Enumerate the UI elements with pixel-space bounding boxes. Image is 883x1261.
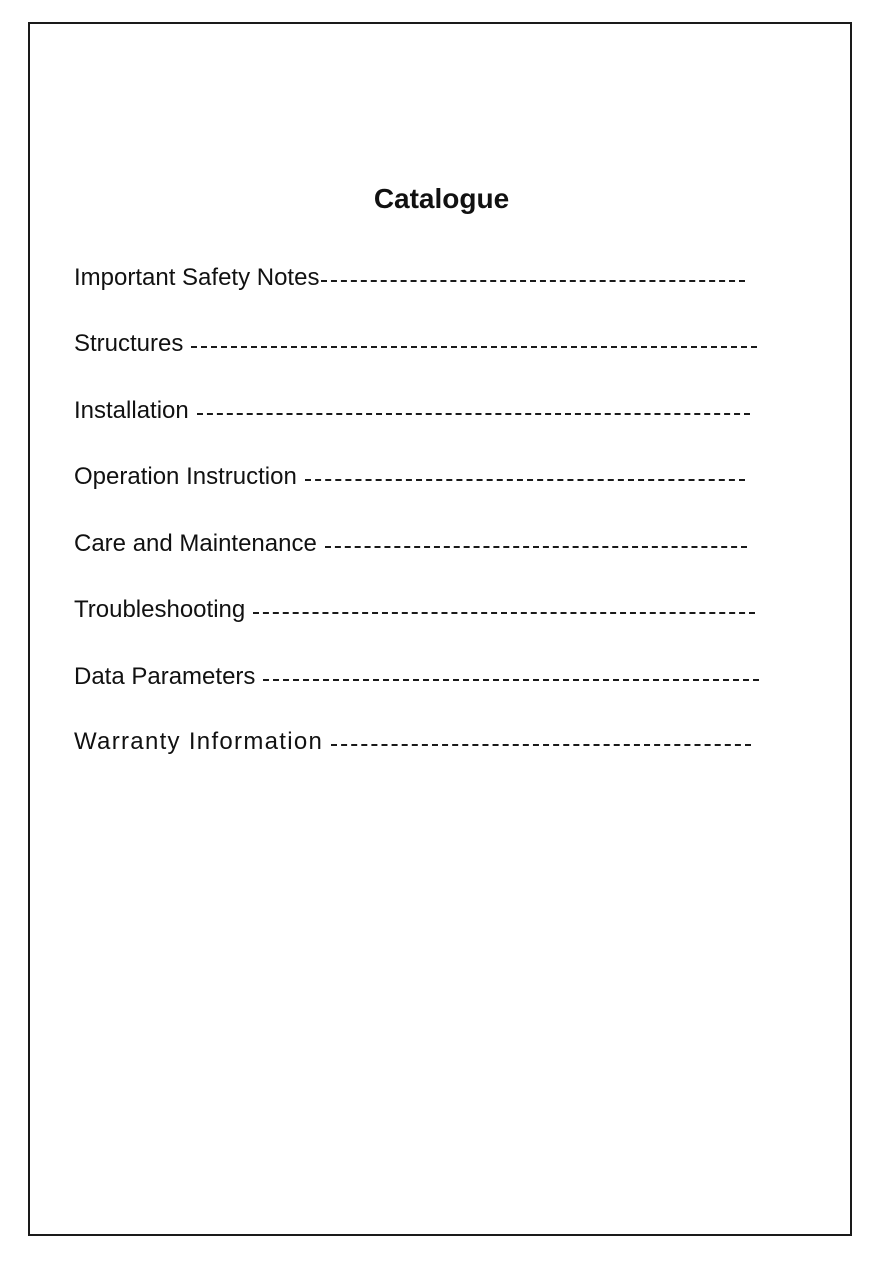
toc-entry-label: Operation Instruction bbox=[74, 463, 297, 490]
toc-entry-label: Troubleshooting bbox=[74, 596, 246, 623]
toc-entry-data-parameters[interactable] bbox=[74, 657, 759, 697]
dotted-leader bbox=[321, 280, 745, 282]
toc-entry-label: Structures bbox=[74, 330, 184, 357]
toc-entry-label: Warranty Information bbox=[74, 728, 324, 755]
toc-entry-operation-instruction[interactable] bbox=[74, 457, 745, 497]
toc-entry-label: Care and Maintenance bbox=[74, 530, 317, 557]
toc-entry-care-and-maintenance[interactable] bbox=[74, 524, 747, 564]
toc-entry-label: Installation bbox=[74, 397, 189, 424]
dotted-leader bbox=[305, 479, 745, 481]
toc-entry-structures[interactable] bbox=[74, 324, 757, 364]
toc-entry-important-safety-notes[interactable] bbox=[74, 258, 745, 298]
dotted-leader bbox=[331, 744, 751, 746]
dotted-leader bbox=[191, 346, 757, 348]
toc-entry-label: Important Safety Notes bbox=[74, 264, 320, 291]
dotted-leader bbox=[197, 413, 750, 415]
dotted-leader bbox=[325, 546, 747, 548]
toc-entry-warranty-information[interactable] bbox=[74, 722, 751, 762]
toc-entry-label: Data Parameters bbox=[74, 663, 256, 690]
dotted-leader bbox=[253, 612, 755, 614]
dotted-leader bbox=[263, 679, 759, 681]
page-title: Catalogue bbox=[373, 183, 510, 214]
toc-entry-installation[interactable] bbox=[74, 391, 750, 431]
toc-entry-troubleshooting[interactable] bbox=[74, 590, 755, 630]
